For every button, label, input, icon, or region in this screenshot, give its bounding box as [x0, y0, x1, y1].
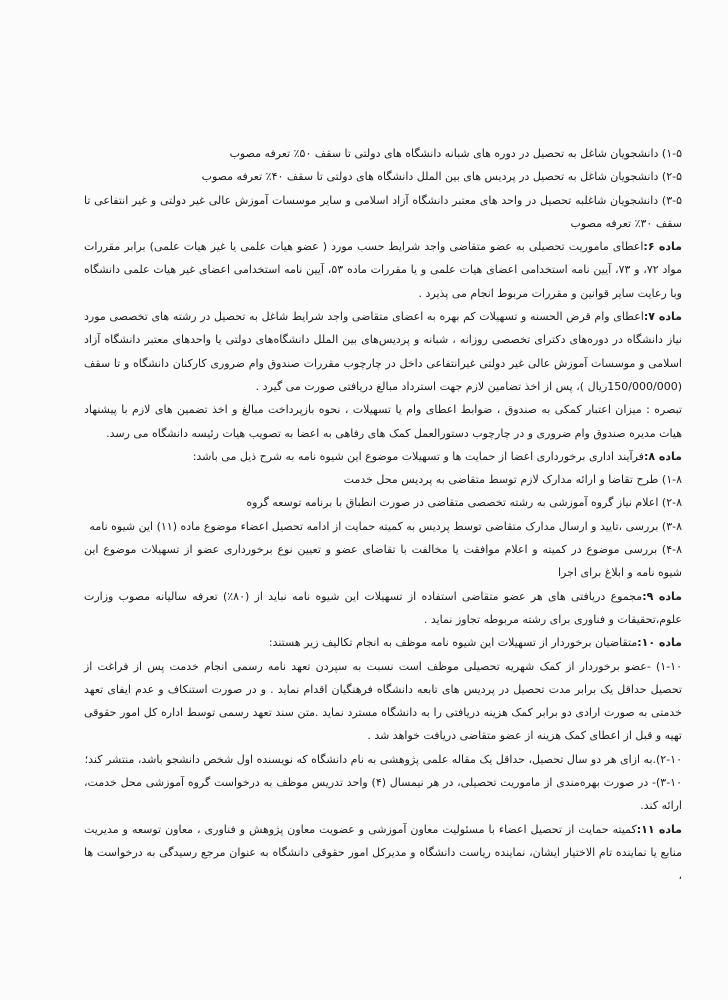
article-heading: ماده ۶:	[643, 240, 682, 254]
article-heading: ماده ۹:	[642, 589, 682, 603]
article-heading: ماده ۷:	[643, 310, 682, 324]
article-heading: ماده ۱۰:	[637, 636, 682, 650]
article-text: مجموع دریافتی های هر عضو متقاضی استفاده از تسهیلات این شیوه نامه نباید از (۸۰٪) تعرفه سالیانه مصوب وزارت علوم،تحقیقات و فناوری برای رشته مربوطه تجاوز نماید .	[84, 589, 682, 626]
note-7: تبصره : میزان اعتبار کمکی به صندوق ، ضوابط اعطای وام یا تسهیلات ، نحوه بازپرداخت مبالغ و اخذ تضمین های لازم با پیشنهاد هیات مدیره صندوق وام ضروری و در چارچوب دستورالعمل کمک های رفاهی به اعضا به تصویب هیات رئیسه دانشگاه می رسد.	[84, 403, 682, 440]
article-7	[84, 305, 682, 398]
article-9	[84, 585, 682, 632]
document-body	[84, 142, 682, 888]
item-8-3: ۳-۸) بررسی ،تایید و ارسال مدارک متقاضی توسط پردیس به کمیته حمایت از ادامه تحصیل اعضاء موضوع ماده (۱۱) این شیوه نامه	[89, 519, 682, 533]
item-10-3: ۳-۱۰)- در صورت بهره‌مندی از ماموریت تحصیلی، در هر نیمسال (۴) واحد تدریس موظف به درخواست گروه آموزشی محل خدمت، ارائه کند.	[84, 776, 682, 813]
item-8-4: ۴-۸) بررسی موضوع در کمیته و اعلام موافقت یا مخالفت با تقاضای عضو و تعیین نوع برخورداری عضو از تسهیلات موضوع این شیوه نامه و ابلاغ برای اجرا	[84, 543, 682, 580]
article-text: فرآیند اداری برخورداری اعضا از حمایت ها و تسهیلات موضوع این شیوه نامه به شرح ذیل می باشد:	[192, 449, 644, 463]
article-10	[84, 631, 682, 654]
line-5-1: ۱-۵) دانشجویان شاغل به تحصیل در دوره های شبانه دانشگاه های دولتی تا سقف ۵۰٪ تعرفه مصوب	[229, 147, 682, 160]
line-5-3: ۳-۵) دانشجویان شاغلبه تحصیل در واحد های معتبر دانشگاه آزاد اسلامی و سایر موسسات آموزش عالی غیر دولتی و غیر انتفاعی تا سقف ۳۰٪ تعرفه مصوب	[84, 193, 682, 230]
article-text: اعطای وام قرض الحسنه و تسهیلات کم بهره به اعضای متقاضی واجد شرایط شاغل به تحصیل در رشته های تخصصی مورد نیاز دانشگاه در دوره‌های دکترای تخصصی روزانه ، شبانه و پردیس‌های بین الملل دانشگاه‌های دولتی یا واحدهای معتبر دانشگاه آزاد اسلامی و موسسات آموزش عالی غیر دولتی غیرانتفاعی داخل در چارچوب مقررات صندوق وام ضروری کارکنان دانشگاه و تا سقف (150/000/000ریال )، پس از اخذ تضامین لازم جهت استرداد مبالغ دریافتی صورت می گیرد .	[84, 310, 682, 393]
article-text: کمیته حمایت از تحصیل اعضاء با مسئولیت معاون آموزشی و عضویت معاون پژوهش و فناوری ، معاون توسعه و مدیریت منابع یا نماینده تام الاختیار ایشان، نماینده ریاست دانشگاه و مدیرکل امور حقوقی دانشگاه به عنوان مرجع رسیدگی به درخواست ها ،	[84, 822, 682, 883]
article-text: متقاضیان برخوردار از تسهیلات این شیوه نامه موظف به انجام تکالیف زیر هستند:	[268, 636, 638, 650]
item-10-2: ۲-۱۰).به ازای هر دو سال تحصیل، حداقل یک مقاله علمی پژوهشی به نام دانشگاه که نویسنده اول شخص دانشجو باشد، منتشر کند؛	[84, 752, 682, 766]
article-text: اعطای ماموریت تحصیلی به عضو متقاضی واجد شرایط حسب مورد ( عضو هیات علمی یا غیر هیات علمی) برابر مقررات مواد ۷۲، و ۷۳، آیین نامه استخدامی اعضای هیات علمی و یا مقررات ماده ۵۳، آیین نامه استخدامی اعضای غیر هیات علمی دانشگاه وبا رعایت سایر قوانین و مقررات مربوط انجام می پذیرد .	[84, 240, 683, 300]
article-8	[84, 445, 682, 468]
item-8-2: ۲-۸) اعلام نیاز گروه آموزشی به رشته تخصصی متقاضی در صورت انطباق با برنامه توسعه گروه	[246, 496, 682, 510]
article-heading: ماده ۱۱:	[636, 822, 682, 836]
line-5-2: ۲-۵) دانشجویان شاغل به تحصیل در پردیس های بین الملل دانشگاه های دولتی تا سقف ۴۰٪ تعرفه مصوب	[201, 170, 682, 184]
article-11	[84, 818, 682, 888]
item-8-1: ۱-۸) طرح تقاضا و ارائه مدارک لازم توسط متقاضی به پردیس محل خدمت	[343, 473, 682, 487]
article-heading: ماده ۸:	[643, 449, 682, 463]
article-6	[84, 235, 682, 305]
item-10-1: ۱-۱۰) -عضو برخوردار از کمک شهریه تحصیلی موظف است نسبت به سپردن تعهد نامه رسمی انجام خدمت پس از فراغت از تحصیل حداقل یک برابر مدت تحصیل در پردیس های تابعه دانشگاه فرهنگیان اقدام نماید . و در صورت استنکاف و عدم ایفای تعهد خدمتی به صورت ارادی دو برابر کمک هزینه دریافتی را به دانشگاه مسترد نماید .متن سند تعهد رسمی توسط اداره کل امور حقوقی تهیه و قبل از اعطای کمک هزینه از عضو متقاضی دریافت خواهد شد .	[84, 659, 682, 743]
